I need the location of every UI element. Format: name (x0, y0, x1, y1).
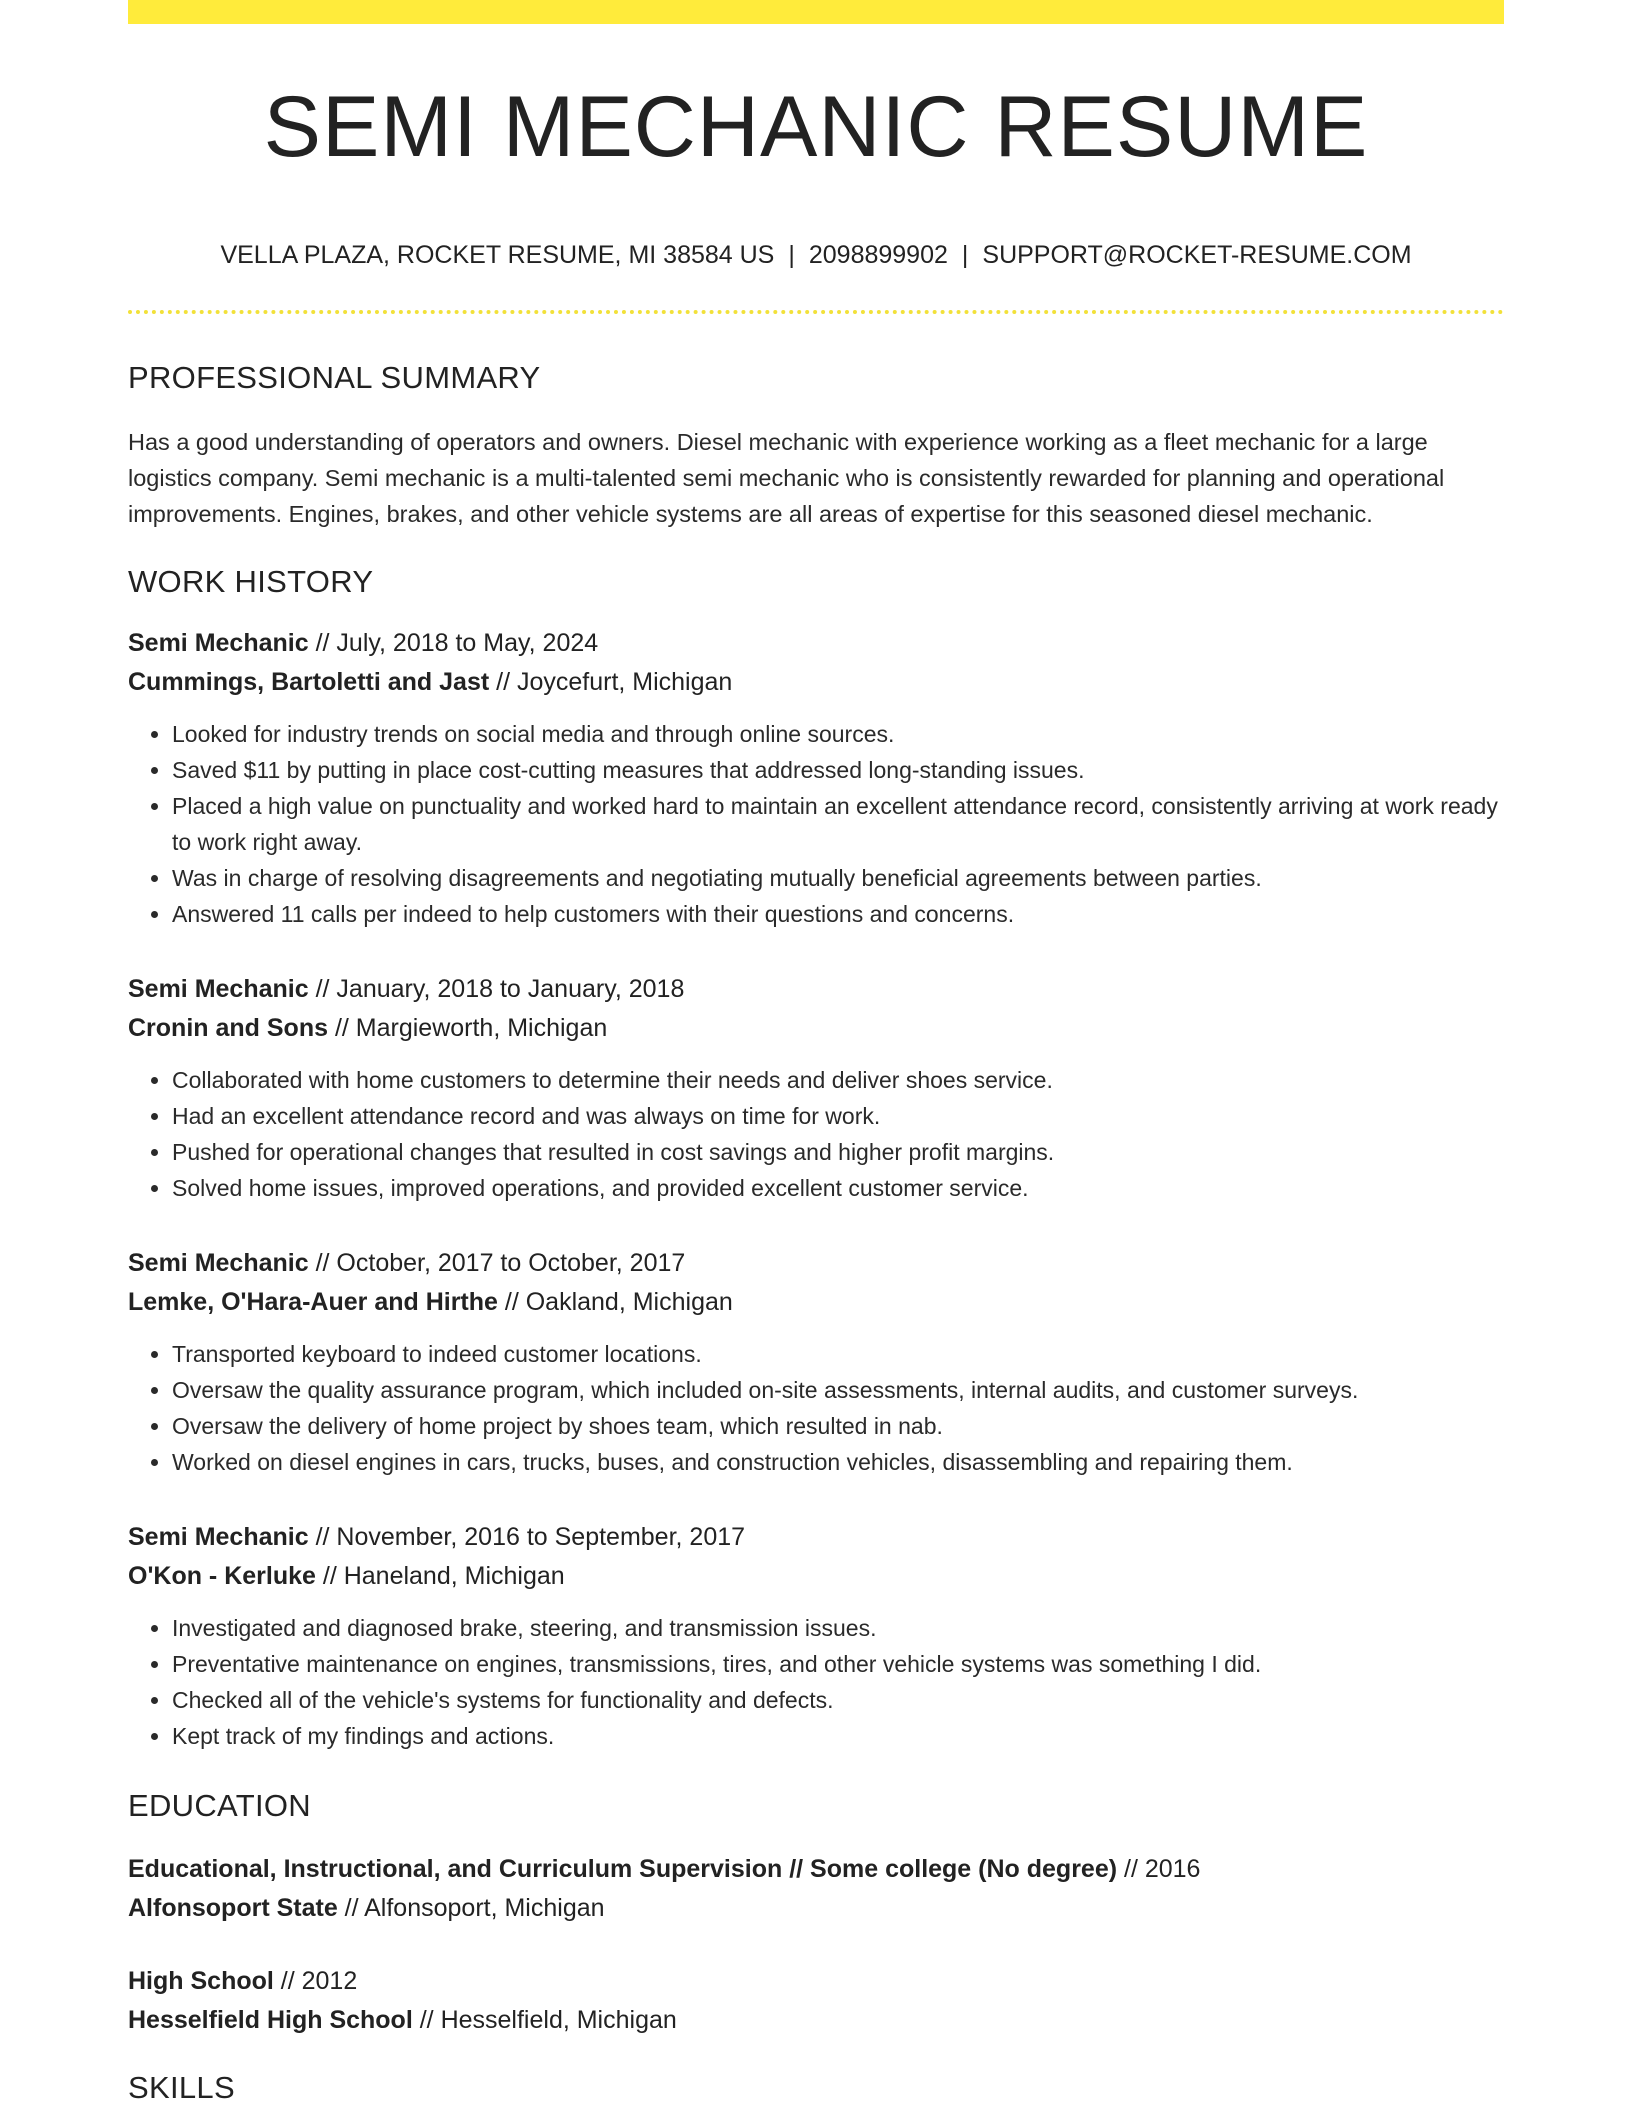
list-item: • Placed a high value on punctuality and worked hard to maintain an excellent attendance record, consistently arriving at work ready to work right away. (172, 788, 1504, 860)
list-item: • Had an excellent attendance record and was always on time for work. (172, 1098, 1504, 1134)
resume-title: SEMI MECHANIC RESUME (263, 79, 1369, 175)
resume-page (128, 0, 1504, 2106)
list-item: • Pushed for operational changes that resulted in cost savings and higher profit margins. (172, 1134, 1504, 1170)
job-role: Semi Mechanic (128, 1523, 309, 1551)
job-company-line (128, 663, 1504, 702)
edu-school: Alfonsoport State (128, 1894, 338, 1922)
list-item: • Was in charge of resolving disagreements and negotiating mutually beneficial agreements between parties. (172, 860, 1504, 896)
education-entry (128, 1850, 1504, 1928)
contact-line (128, 240, 1504, 270)
list-item: • Collaborated with home customers to determine their needs and deliver shoes service. (172, 1062, 1504, 1098)
summary-text: Has a good understanding of operators and owners. Diesel mechanic with experience working as a fleet mechanic for a large logistics company. Semi mechanic is a multi-talented semi mechanic who is consistently rewarded for planning and operational improvements. Engines, brakes, and other vehicle systems are all areas of expertise for this seasoned diesel mechanic. (128, 429, 1445, 527)
work-history-heading: WORK HISTORY (128, 564, 374, 599)
header-divider (128, 310, 1504, 314)
job-location: // Margieworth, Michigan (328, 1014, 608, 1042)
accent-top-bar (128, 0, 1504, 24)
edu-degree: Educational, Instructional, and Curriculum Supervision // Some college (No degree) (128, 1855, 1118, 1883)
edu-degree: High School (128, 1967, 274, 1995)
edu-year: // 2016 (1117, 1855, 1201, 1883)
list-item: • Kept track of my findings and actions. (172, 1718, 1504, 1754)
job-role-line (128, 1518, 1504, 1557)
edu-school: Hesselfield High School (128, 2006, 413, 2034)
job-company-line (128, 1283, 1504, 1322)
job-entry (128, 624, 1504, 932)
list-item: • Oversaw the quality assurance program, which included on-site assessments, internal audits, and customer surveys. (172, 1372, 1504, 1408)
contact-separator: | (788, 241, 795, 269)
education-heading: EDUCATION (128, 1788, 311, 1823)
job-role: Semi Mechanic (128, 1249, 309, 1277)
job-dates: // October, 2017 to October, 2017 (308, 1249, 686, 1277)
job-company: O'Kon - Kerluke (128, 1562, 316, 1590)
job-location: // Joycefurt, Michigan (489, 668, 733, 696)
job-role-line (128, 970, 1504, 1009)
job-dates: // January, 2018 to January, 2018 (308, 975, 685, 1003)
job-bullets (128, 716, 1504, 932)
list-item: • Transported keyboard to indeed customer locations. (172, 1336, 1504, 1372)
job-role-line (128, 624, 1504, 663)
list-item: • Worked on diesel engines in cars, trucks, buses, and construction vehicles, disassembling and repairing them. (172, 1444, 1504, 1480)
job-dates: // November, 2016 to September, 2017 (308, 1523, 746, 1551)
job-entry (128, 1518, 1504, 1754)
contact-address: VELLA PLAZA, ROCKET RESUME, MI 38584 US (220, 241, 775, 269)
edu-degree-line (128, 1962, 1504, 2001)
edu-location: // Alfonsoport, Michigan (337, 1894, 605, 1922)
job-company-line (128, 1009, 1504, 1048)
contact-phone: 2098899902 (808, 241, 948, 269)
job-company: Cummings, Bartoletti and Jast (128, 668, 490, 696)
edu-location: // Hesselfield, Michigan (412, 2006, 677, 2034)
summary-heading: PROFESSIONAL SUMMARY (128, 360, 541, 395)
job-bullets (128, 1610, 1504, 1754)
list-item: • Answered 11 calls per indeed to help customers with their questions and concerns. (172, 896, 1504, 932)
job-location: // Haneland, Michigan (315, 1562, 565, 1590)
list-item: • Saved $11 by putting in place cost-cutting measures that addressed long-standing issues. (172, 752, 1504, 788)
job-entry (128, 1244, 1504, 1480)
job-bullets (128, 1062, 1504, 1206)
list-item: • Solved home issues, improved operations, and provided excellent customer service. (172, 1170, 1504, 1206)
edu-degree-line (128, 1850, 1504, 1889)
job-company: Cronin and Sons (128, 1014, 328, 1042)
job-location: // Oakland, Michigan (497, 1288, 733, 1316)
job-role-line (128, 1244, 1504, 1283)
job-entry (128, 970, 1504, 1206)
edu-school-line (128, 1889, 1504, 1928)
list-item: • Oversaw the delivery of home project by shoes team, which resulted in nab. (172, 1408, 1504, 1444)
skills-heading: SKILLS (128, 2070, 235, 2105)
edu-year: // 2012 (273, 1967, 358, 1995)
list-item: • Investigated and diagnosed brake, steering, and transmission issues. (172, 1610, 1504, 1646)
edu-school-line (128, 2001, 1504, 2040)
list-item: • Looked for industry trends on social media and through online sources. (172, 716, 1504, 752)
list-item: • Checked all of the vehicle's systems for functionality and defects. (172, 1682, 1504, 1718)
job-role: Semi Mechanic (128, 629, 309, 657)
education-entry (128, 1962, 1504, 2040)
contact-separator: | (961, 241, 969, 269)
contact-email: SUPPORT@ROCKET-RESUME.COM (982, 241, 1412, 269)
list-item: • Preventative maintenance on engines, transmissions, tires, and other vehicle systems was something I did. (172, 1646, 1504, 1682)
job-company-line (128, 1557, 1504, 1596)
job-dates: // July, 2018 to May, 2024 (308, 629, 599, 657)
job-role: Semi Mechanic (128, 975, 309, 1003)
job-company: Lemke, O'Hara-Auer and Hirthe (128, 1288, 498, 1316)
job-bullets (128, 1336, 1504, 1480)
